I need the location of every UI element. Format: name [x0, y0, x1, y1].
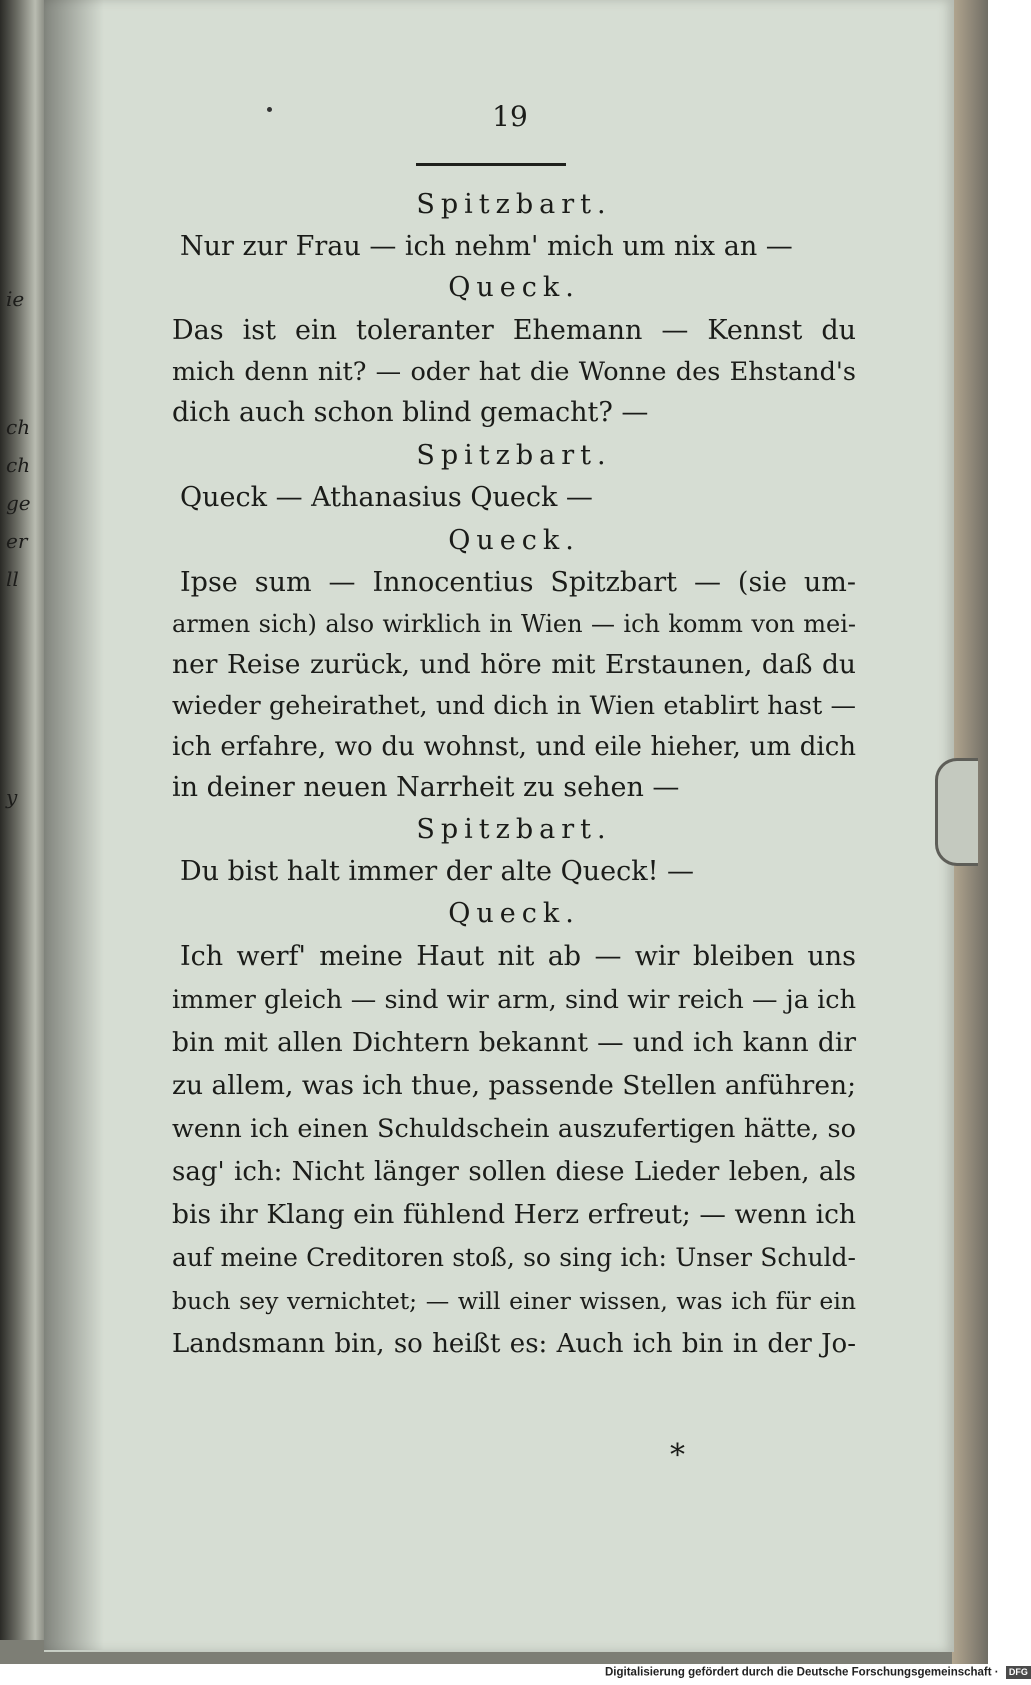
text-line: bin mit allen Dichtern bekannt — und ich kann dir [172, 1027, 856, 1058]
text-line: mich denn nit? — oder hat die Wonne des Ehstand's [172, 357, 856, 387]
text-line: ner Reise zurück, und höre mit Erstaunen, daß du [172, 649, 856, 680]
signature-mark: * [670, 1438, 685, 1473]
text-line: Nur zur Frau — ich nehm' mich um nix an — [180, 231, 793, 262]
speaker-heading: Spitzbart. [416, 814, 612, 845]
spine-shadow [44, 0, 104, 1650]
facing-page-edge [0, 0, 44, 1640]
margin-fragment: y [6, 785, 18, 809]
margin-fragment: ie [6, 287, 25, 311]
ink-dot [267, 107, 272, 112]
text-line: immer gleich — sind wir arm, sind wir reich — ja ich [172, 985, 856, 1015]
margin-fragment: ge [6, 491, 31, 515]
speaker-heading: Queck. [448, 898, 580, 929]
header-rule [416, 163, 566, 166]
text-line: buch sey vernichtet; — will einer wissen, was ich für ein [172, 1287, 856, 1315]
margin-fragment: ch [6, 453, 31, 477]
speaker-heading: Spitzbart. [416, 189, 612, 220]
text-line: auf meine Creditoren stoß, so sing ich: Unser Schuld- [172, 1243, 856, 1272]
dfg-logo: DFG [1006, 1666, 1031, 1679]
text-line: in deiner neuen Narrheit zu sehen — [172, 772, 680, 803]
text-line: wieder geheirathet, und dich in Wien etablirt hast — [172, 691, 856, 721]
speaker-heading: Queck. [448, 525, 580, 556]
speaker-heading: Queck. [448, 272, 580, 303]
text-line: bis ihr Klang ein fühlend Herz erfreut; — wenn ich [172, 1199, 856, 1230]
text-line [180, 563, 856, 603]
text-line-main: Ipse sum — Innocentius Spitzbart — (sie um- [180, 567, 856, 598]
margin-fragment: er [6, 529, 28, 553]
text-line: sag' ich: Nicht länger sollen diese Lieder leben, als [172, 1157, 856, 1187]
facing-page-fragments [6, 280, 40, 816]
page-clip [935, 758, 978, 866]
page-number: 19 [492, 100, 528, 133]
text-line: Landsmann bin, so heißt es: Auch ich bin in der Jo- [172, 1329, 856, 1359]
text-line: Das ist ein toleranter Ehemann — Kennst du [172, 315, 856, 346]
text-line: zu allem, was ich thue, passende Stellen anführen; [172, 1070, 857, 1101]
text-line: Du bist halt immer der alte Queck! — [180, 856, 695, 887]
text-line: dich auch schon blind gemacht? — [172, 397, 649, 428]
text-line: armen sich) also wirklich in Wien — ich komm von mei- [172, 610, 856, 638]
margin-fragment: ch [6, 415, 31, 439]
text-line: ich erfahre, wo du wohnst, und eile hieher, um dich [172, 732, 856, 762]
text-line: wenn ich einen Schuldschein auszufertigen hätte, so [172, 1114, 856, 1144]
digitization-credit [605, 1666, 1031, 1684]
speaker-heading: Spitzbart. [416, 440, 612, 471]
text-line: Queck — Athanasius Queck — [180, 482, 593, 513]
credit-text: Digitalisierung gefördert durch die Deutsche Forschungsgemeinschaft · [605, 1666, 999, 1679]
text-line: Ich werf' meine Haut nit ab — wir bleiben uns [180, 941, 856, 972]
margin-fragment: ll [6, 567, 19, 591]
